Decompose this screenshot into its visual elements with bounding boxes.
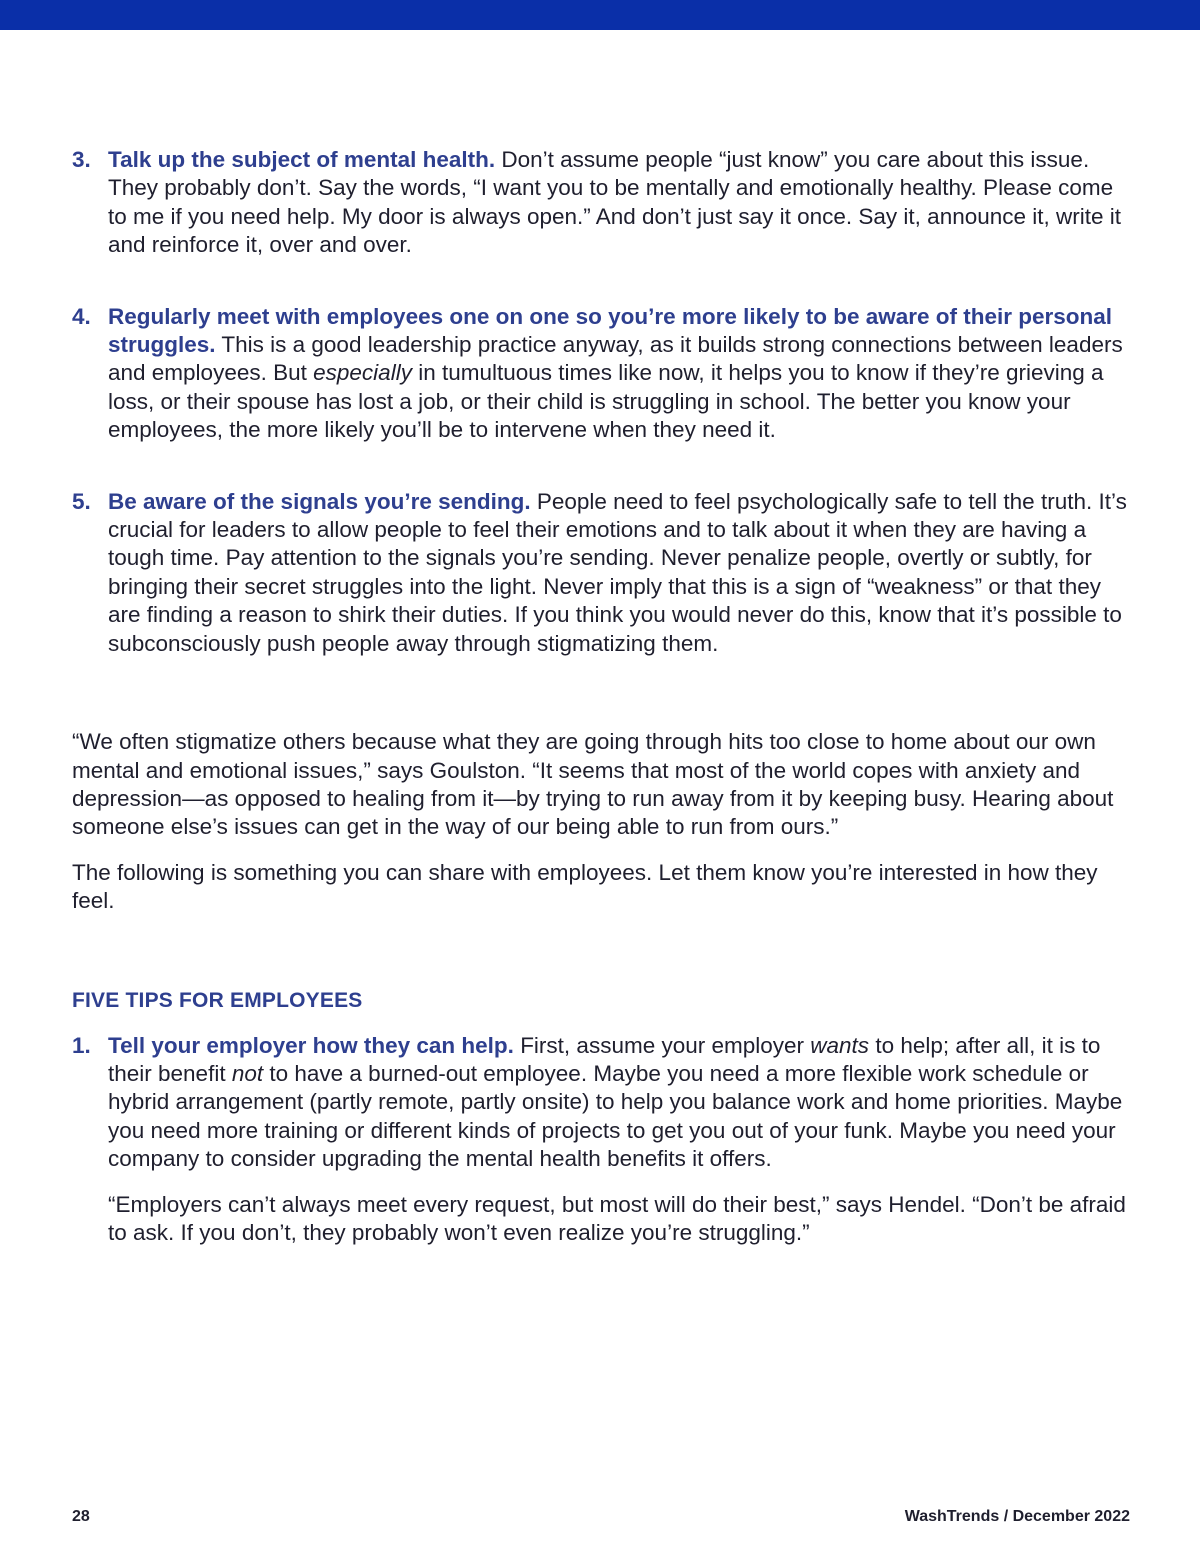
tip-number: 5. xyxy=(72,488,91,514)
top-color-bar xyxy=(0,0,1200,30)
tip-lead: Be aware of the signals you’re sending. xyxy=(108,488,531,514)
share-paragraph: The following is something you can share with employees. Let them know you’re interested in how they feel. xyxy=(72,859,1098,914)
hendel-quote: “Employers can’t always meet every request, but most will do their best,” says Hendel. “Don’t be afraid to ask. If you don’t, they probably won’t even realize you’re struggling.” xyxy=(108,1191,1126,1245)
tip-emphasis: not xyxy=(231,1060,264,1086)
tip-body-continued: to help; after all, it is to their benefit xyxy=(108,1032,1101,1086)
tip-number: 3. xyxy=(72,147,91,172)
tip-body: This is a good leadership practice anyway, as it builds strong connections between leaders and employees. But xyxy=(108,332,1123,386)
tip-emphasis: wants xyxy=(810,1032,870,1058)
tip-body-continued: in tumultuous times like now, it helps you to know if they’re grieving a loss, or their spouse has lost a job, or their child is struggling in school. The better you know your employees, the more likely you’ll be to intervene when they need it. xyxy=(108,360,1104,443)
tip-number: 4. xyxy=(72,303,91,329)
publication-footer: WashTrends / December 2022 xyxy=(904,1508,1130,1525)
tip-body-continued: to have a burned-out employee. Maybe you need a more flexible work schedule or hybrid arrangement (partly remote, partly onsite) to help you balance work and home priorities. Maybe you need more training or different kinds of projects to get you out of your funk. Maybe you need your company to consider upgrading the mental health benefits it offers. xyxy=(108,1060,1123,1172)
tip-lead: Tell your employer how they can help. xyxy=(108,1032,514,1058)
tip-body: People need to feel psychologically safe to tell the truth. It’s crucial for leaders to allow people to feel their emotions and to talk about it when they are having a tough time. Pay attention to the signals you’re sending. Never penalize people, overtly or subtly, for bringing their secret struggles into the light. Never imply that this is a sign of “weakness” or that they are finding a reason to shirk their duties. If you think you would never do this, know that it’s possible to subconsciously push people away through stigmatizing them. xyxy=(108,488,1127,656)
section-heading: FIVE TIPS FOR EMPLOYEES xyxy=(72,988,363,1012)
tip-body: Don’t assume people “just know” you care about this issue. They probably don’t. Say the words, “I want you to be mentally and emotionally healthy. Please come to me if you need help. My door is always open.” And don’t just say it once. Say it, announce it, write it and reinforce it, over and over. xyxy=(108,147,1122,258)
page-number: 28 xyxy=(72,1508,90,1525)
article-body xyxy=(72,143,1132,1247)
employee-tip-1 xyxy=(72,1032,1132,1174)
tip-body: First, assume your employer xyxy=(513,1032,811,1058)
tip-lead: Talk up the subject of mental health. xyxy=(108,147,496,172)
tip-number: 1. xyxy=(72,1032,91,1058)
goulston-quote: “We often stigmatize others because what they are going through hits too close to home about our own mental and emotional issues,” says Goulston. “It seems that most of the world copes with anxiety and depression—as opposed to healing from it—by trying to run away from it by keeping busy. Hearing about someone else’s issues can get in the way of our being able to run from ours.” xyxy=(72,729,1114,840)
leader-tip-4 xyxy=(72,303,1132,445)
leader-tip-3 xyxy=(72,146,1132,260)
tip-lead: Regularly meet with employees one on one so you’re more likely to be aware of their personal struggles. xyxy=(108,303,1113,358)
tip-emphasis: especially xyxy=(313,360,412,386)
leader-tip-5 xyxy=(72,488,1132,658)
